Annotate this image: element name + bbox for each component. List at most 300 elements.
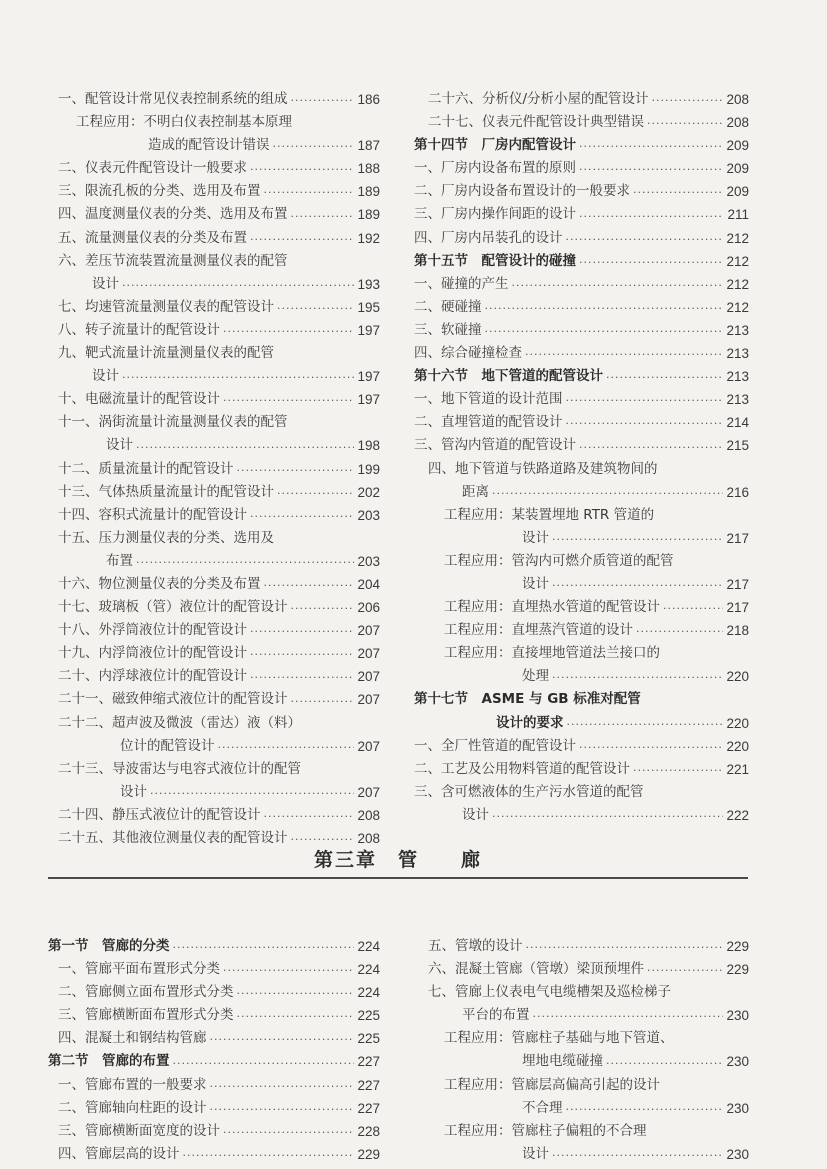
toc-entry <box>58 319 380 342</box>
toc-entry-title: 十、电磁流量计的配管设计 <box>58 391 220 408</box>
toc-entry-title: 三、厂房内操作间距的设计 <box>414 206 576 223</box>
toc-page-number: 216 <box>726 484 749 500</box>
toc-leader-dots <box>183 1146 355 1166</box>
toc-entry <box>414 1074 749 1097</box>
toc-entry-title: 设计 <box>92 275 119 292</box>
toc-page-number: 213 <box>726 322 749 338</box>
toc-page-number: 197 <box>357 322 380 338</box>
toc-entry <box>58 273 380 296</box>
toc-entry <box>414 958 749 981</box>
toc-page-number: 225 <box>357 1031 380 1047</box>
toc-leader-dots <box>136 553 354 573</box>
toc-entry <box>58 804 380 827</box>
toc-leader-dots <box>223 1123 354 1143</box>
toc-entry <box>58 712 380 735</box>
toc-leader-dots <box>210 1077 355 1097</box>
toc-entry <box>414 619 749 642</box>
toc-entry-title: 九、靶式流量计流量测量仪表的配管 <box>58 345 274 362</box>
toc-entry <box>414 411 749 434</box>
toc-leader-dots <box>250 622 354 642</box>
toc-entry-title: 设计 <box>522 529 549 546</box>
toc-entry-title: 不合理 <box>522 1099 563 1116</box>
toc-entry-title: 一、地下管道的设计范围 <box>414 391 563 408</box>
toc-page-number: 207 <box>357 692 380 708</box>
toc-section-entry <box>414 250 749 273</box>
toc-leader-dots <box>606 368 723 388</box>
toc-leader-dots <box>250 230 354 250</box>
toc-entry <box>58 781 380 804</box>
toc-page-number: 208 <box>726 92 749 107</box>
toc-entry <box>414 642 749 665</box>
toc-page-number: 221 <box>726 761 749 777</box>
toc-leader-dots <box>291 692 355 712</box>
toc-entry-title: 十五、压力测量仪表的分类、选用及 <box>58 529 274 546</box>
toc-leader-dots <box>552 576 723 596</box>
toc-entry-title: 一、碰撞的产生 <box>414 275 509 292</box>
toc-entry <box>58 342 380 365</box>
toc-entry-title: 一、管廊平面布置形式分类 <box>58 961 220 978</box>
toc-entry-title: 平台的布置 <box>462 1007 530 1024</box>
toc-leader-dots <box>223 961 354 981</box>
toc-page-number: 198 <box>357 438 380 454</box>
toc-leader-dots <box>526 938 724 958</box>
toc-entry-title: 工程应用：直接埋地管道法兰接口的 <box>444 645 660 662</box>
toc-entry-title: 造成的配管设计错误 <box>148 137 270 154</box>
toc-entry <box>58 504 380 527</box>
toc-entry <box>414 203 749 226</box>
toc-entry <box>58 134 380 157</box>
toc-page-number: 225 <box>357 1008 380 1024</box>
toc-entry-title: 设计 <box>462 806 489 823</box>
toc-page-number: 217 <box>726 600 749 616</box>
toc-page-number: 224 <box>357 985 380 1001</box>
toc-entry <box>414 550 749 573</box>
toc-page-number: 229 <box>357 1146 380 1162</box>
toc-page-number: 213 <box>726 369 749 385</box>
toc-section-entry <box>48 935 380 958</box>
toc-page-number: 193 <box>357 276 380 292</box>
toc-entry-title: 布置 <box>106 552 133 569</box>
toc-entry-title: 工程应用：直埋热水管道的配管设计 <box>444 599 660 616</box>
toc-leader-dots <box>606 1054 723 1074</box>
toc-section-entry <box>414 712 749 735</box>
toc-entry-title: 第十四节 厂房内配管设计 <box>414 137 576 154</box>
toc-entry <box>48 1097 380 1120</box>
toc-entry-title: 二、硬碰撞 <box>414 298 482 315</box>
toc-leader-dots <box>264 576 355 596</box>
toc-leader-dots <box>633 183 723 203</box>
toc-column-lower-right <box>414 935 749 1166</box>
toc-page-number: 203 <box>357 507 380 523</box>
toc-entry-title: 十三、气体热质量流量计的配管设计 <box>58 483 274 500</box>
toc-entry-title: 二、仪表元件配管设计一般要求 <box>58 160 247 177</box>
toc-leader-dots <box>237 1007 355 1027</box>
toc-column-upper-left <box>58 88 380 850</box>
toc-entry <box>58 642 380 665</box>
toc-leader-dots <box>552 668 723 688</box>
toc-entry-title: 距离 <box>462 483 489 500</box>
toc-leader-dots <box>250 507 354 527</box>
toc-section-entry <box>48 1050 380 1073</box>
toc-leader-dots <box>237 461 355 481</box>
toc-page-number: 199 <box>357 461 380 477</box>
toc-entry-title: 二十二、超声波及微波（雷达）液（料） <box>58 714 301 731</box>
toc-entry <box>414 1004 749 1027</box>
toc-page-number: 208 <box>357 831 380 846</box>
toc-leader-dots <box>136 438 354 458</box>
toc-leader-dots <box>150 784 354 804</box>
toc-page-number: 224 <box>357 962 380 978</box>
toc-entry-title: 八、转子流量计的配管设计 <box>58 321 220 338</box>
toc-leader-dots <box>566 414 724 434</box>
toc-leader-dots <box>647 961 723 981</box>
toc-section-entry <box>414 134 749 157</box>
toc-entry-title: 第十六节 地下管道的配管设计 <box>414 368 603 385</box>
toc-entry-title: 二、直埋管道的配管设计 <box>414 414 563 431</box>
toc-entry-title: 十六、物位测量仪表的分类及布置 <box>58 575 261 592</box>
toc-page-number: 195 <box>357 299 380 315</box>
toc-page-number: 220 <box>726 669 749 685</box>
toc-page-number: 207 <box>357 784 380 800</box>
toc-entry <box>414 434 749 457</box>
toc-entry-title: 二、管廊侧立面布置形式分类 <box>58 984 234 1001</box>
toc-page-number: 212 <box>726 299 749 315</box>
toc-leader-dots <box>567 715 724 735</box>
toc-page-number: 214 <box>726 415 749 431</box>
toc-leader-dots <box>492 807 723 827</box>
toc-entry <box>414 388 749 411</box>
toc-leader-dots <box>291 207 355 227</box>
toc-entry-title: 二十、内浮球液位计的配管设计 <box>58 668 247 685</box>
toc-entry-title: 工程应用：不明白仪表控制基本原理 <box>76 114 292 131</box>
toc-entry <box>414 481 749 504</box>
toc-page-number: 209 <box>726 184 749 200</box>
toc-entry-title: 四、管廊层高的设计 <box>58 1145 180 1162</box>
toc-entry <box>414 804 749 827</box>
toc-page-number: 220 <box>726 715 749 731</box>
toc-entry-title: 设计 <box>92 368 119 385</box>
toc-entry <box>58 203 380 226</box>
toc-entry <box>414 935 749 958</box>
toc-entry <box>414 573 749 596</box>
toc-page-number: 228 <box>357 1123 380 1139</box>
toc-entry-title: 一、管廊布置的一般要求 <box>58 1076 207 1093</box>
toc-entry <box>414 1143 749 1166</box>
toc-entry <box>48 1074 380 1097</box>
toc-entry <box>414 527 749 550</box>
toc-entry-title: 第十七节 ASME 与 GB 标准对配管 <box>414 691 641 708</box>
toc-leader-dots <box>512 276 724 296</box>
toc-entry-title: 三、管沟内管道的配管设计 <box>414 437 576 454</box>
toc-entry-title: 五、管墩的设计 <box>428 938 523 954</box>
toc-leader-dots <box>566 391 724 411</box>
toc-entry-title: 处理 <box>522 668 549 685</box>
toc-leader-dots <box>277 299 354 319</box>
toc-leader-dots <box>277 484 354 504</box>
toc-entry <box>58 411 380 434</box>
toc-page-number: 206 <box>357 600 380 616</box>
toc-entry-title: 十一、涡街流量计流量测量仪表的配管 <box>58 414 288 431</box>
toc-entry <box>414 157 749 180</box>
toc-entry <box>414 458 749 481</box>
toc-entry-title: 工程应用：某装置埋地 RTR 管道的 <box>444 506 655 523</box>
toc-entry-title: 十七、玻璃板（管）液位计的配管设计 <box>58 599 288 616</box>
toc-entry-title: 工程应用：管廊层高偏高引起的设计 <box>444 1076 660 1093</box>
toc-leader-dots <box>173 1054 355 1074</box>
toc-entry <box>58 111 380 134</box>
toc-leader-dots <box>273 137 355 157</box>
toc-entry-title: 七、管廊上仪表电气电缆槽架及巡检梯子 <box>428 984 671 1001</box>
toc-page-number: 222 <box>726 807 749 823</box>
toc-leader-dots <box>264 807 355 827</box>
toc-entry <box>414 1050 749 1073</box>
toc-entry-title: 十九、内浮筒液位计的配管设计 <box>58 645 247 662</box>
toc-entry-title: 一、配管设计常见仪表控制系统的组成 <box>58 91 288 107</box>
toc-entry-title: 四、温度测量仪表的分类、选用及布置 <box>58 206 288 223</box>
toc-entry-title: 六、差压节流装置流量测量仪表的配管 <box>58 252 288 269</box>
toc-entry-title: 二、工艺及公用物料管道的配管设计 <box>414 760 630 777</box>
toc-entry-title: 埋地电缆碰撞 <box>522 1053 603 1070</box>
toc-entry <box>414 227 749 250</box>
toc-entry <box>58 550 380 573</box>
toc-leader-dots <box>218 738 355 758</box>
toc-entry-title: 三、管廊横断面宽度的设计 <box>58 1122 220 1139</box>
toc-leader-dots <box>237 984 355 1004</box>
toc-entry <box>414 781 749 804</box>
toc-entry <box>48 1004 380 1027</box>
toc-entry <box>414 88 749 111</box>
toc-page-number: 208 <box>726 115 749 131</box>
toc-entry-title: 二、厂房内设备布置设计的一般要求 <box>414 183 630 200</box>
toc-page-number: 207 <box>357 738 380 754</box>
toc-page-number: 227 <box>357 1100 380 1116</box>
toc-column-upper-right <box>414 88 749 827</box>
toc-leader-dots <box>210 1100 355 1120</box>
toc-leader-dots <box>533 1007 724 1027</box>
toc-entry <box>58 758 380 781</box>
toc-entry-title: 工程应用：管廊柱子偏粗的不合理 <box>444 1122 647 1139</box>
toc-page-number: 218 <box>726 623 749 639</box>
chapter-title: 第三章 管 廊 <box>313 849 482 871</box>
toc-page-number: 230 <box>726 1146 749 1162</box>
toc-page-number: 227 <box>357 1054 380 1070</box>
toc-entry <box>58 88 380 111</box>
toc-entry-title: 设计 <box>522 575 549 592</box>
toc-entry <box>414 735 749 758</box>
toc-entry <box>414 596 749 619</box>
toc-leader-dots <box>663 599 723 619</box>
toc-leader-dots <box>291 599 355 619</box>
toc-entry <box>58 481 380 504</box>
toc-page-number: 224 <box>357 939 380 954</box>
toc-entry-title: 第十五节 配管设计的碰撞 <box>414 252 576 269</box>
toc-page-number: 189 <box>357 207 380 223</box>
toc-entry-title: 二十四、静压式液位计的配管设计 <box>58 806 261 823</box>
toc-entry <box>414 981 749 1004</box>
toc-column-lower-left <box>48 935 380 1166</box>
toc-entry <box>58 250 380 273</box>
toc-leader-dots <box>652 91 724 111</box>
toc-entry <box>58 688 380 711</box>
toc-entry-title: 三、软碰撞 <box>414 321 482 338</box>
toc-entry-title: 设计的要求 <box>496 714 564 731</box>
toc-page-number: 227 <box>357 1077 380 1093</box>
toc-leader-dots <box>210 1030 355 1050</box>
toc-page-number: 197 <box>357 369 380 385</box>
toc-leader-dots <box>250 645 354 665</box>
toc-entry-title: 四、厂房内吊装孔的设计 <box>414 229 563 246</box>
toc-page-number: 212 <box>726 276 749 292</box>
toc-leader-dots <box>223 391 354 411</box>
toc-entry <box>58 296 380 319</box>
toc-entry-title: 二十一、磁致伸缩式液位计的配管设计 <box>58 691 288 708</box>
toc-page-number: 204 <box>357 576 380 592</box>
toc-entry <box>48 958 380 981</box>
toc-leader-dots <box>647 114 723 134</box>
toc-page-number: 188 <box>357 161 380 177</box>
toc-page-number: 212 <box>726 253 749 269</box>
chapter-heading <box>48 845 748 879</box>
toc-leader-dots <box>525 345 723 365</box>
toc-page-number: 230 <box>726 1054 749 1070</box>
toc-leader-dots <box>579 207 724 227</box>
toc-entry <box>48 1120 380 1143</box>
toc-leader-dots <box>579 160 723 180</box>
toc-page-number: 192 <box>357 230 380 246</box>
toc-page-number: 229 <box>726 939 749 954</box>
toc-entry-title: 十八、外浮筒液位计的配管设计 <box>58 622 247 639</box>
toc-entry <box>414 1097 749 1120</box>
toc-leader-dots <box>173 938 355 958</box>
toc-section-entry <box>414 688 749 711</box>
toc-entry <box>58 665 380 688</box>
toc-entry <box>58 365 380 388</box>
toc-entry <box>58 157 380 180</box>
toc-entry-title: 设计 <box>522 1145 549 1162</box>
toc-entry <box>58 573 380 596</box>
toc-entry <box>58 458 380 481</box>
toc-leader-dots <box>579 137 723 157</box>
toc-entry <box>414 665 749 688</box>
toc-page-number: 211 <box>727 207 749 223</box>
toc-entry <box>48 1027 380 1050</box>
toc-entry <box>414 342 749 365</box>
toc-entry-title: 设计 <box>106 437 133 454</box>
toc-entry <box>414 296 749 319</box>
toc-leader-dots <box>579 438 723 458</box>
toc-page-number: 212 <box>726 230 749 246</box>
toc-entry <box>58 227 380 250</box>
toc-page-number: 207 <box>357 669 380 685</box>
toc-entry-title: 第一节 管廊的分类 <box>48 938 170 954</box>
toc-entry-title: 五、流量测量仪表的分类及布置 <box>58 229 247 246</box>
toc-leader-dots <box>250 160 354 180</box>
toc-leader-dots <box>552 530 723 550</box>
chapter-rule <box>48 877 748 879</box>
toc-entry <box>414 180 749 203</box>
toc-leader-dots <box>122 368 354 388</box>
toc-section-entry <box>414 365 749 388</box>
toc-entry-title: 位计的配管设计 <box>120 737 215 754</box>
toc-entry-title: 七、均速管流量测量仪表的配管设计 <box>58 298 274 315</box>
toc-leader-dots <box>633 761 723 781</box>
toc-entry <box>414 319 749 342</box>
toc-entry-title: 一、全厂性管道的配管设计 <box>414 737 576 754</box>
toc-entry-title: 四、地下管道与铁路道路及建筑物间的 <box>428 460 658 477</box>
toc-entry-title: 第二节 管廊的布置 <box>48 1053 170 1070</box>
toc-leader-dots <box>552 1146 723 1166</box>
toc-leader-dots <box>291 91 355 111</box>
toc-page-number: 207 <box>357 646 380 662</box>
toc-entry <box>58 434 380 457</box>
toc-entry <box>58 180 380 203</box>
toc-entry-title: 三、管廊横断面布置形式分类 <box>58 1007 234 1024</box>
toc-leader-dots <box>566 1100 724 1120</box>
toc-entry-title: 工程应用：管廊柱子基础与地下管道、 <box>444 1030 674 1047</box>
toc-entry-title: 十二、质量流量计的配管设计 <box>58 460 234 477</box>
toc-entry <box>58 735 380 758</box>
toc-page-number: 189 <box>357 184 380 200</box>
toc-page-number: 230 <box>726 1100 749 1116</box>
toc-entry <box>58 596 380 619</box>
toc-entry-title: 四、混凝土和钢结构管廊 <box>58 1030 207 1047</box>
toc-page-number: 209 <box>726 161 749 177</box>
toc-entry-title: 一、厂房内设备布置的原则 <box>414 160 576 177</box>
toc-leader-dots <box>566 230 724 250</box>
toc-leader-dots <box>223 322 354 342</box>
toc-page-number: 202 <box>357 484 380 500</box>
toc-entry-title: 二十七、仪表元件配管设计典型错误 <box>428 114 644 131</box>
toc-entry-title: 二、管廊轴向柱距的设计 <box>58 1099 207 1116</box>
toc-page-number: 207 <box>357 623 380 639</box>
toc-leader-dots <box>579 738 723 758</box>
toc-page-number: 186 <box>357 92 380 107</box>
toc-leader-dots <box>250 668 354 688</box>
toc-page-number: 209 <box>726 138 749 154</box>
toc-page-number: 213 <box>726 346 749 362</box>
toc-leader-dots <box>485 322 724 342</box>
toc-page-number: 220 <box>726 738 749 754</box>
toc-page-number: 217 <box>726 530 749 546</box>
toc-entry-title: 设计 <box>120 783 147 800</box>
toc-entry <box>414 111 749 134</box>
toc-page-number: 208 <box>357 807 380 823</box>
toc-entry-title: 工程应用：管沟内可燃介质管道的配管 <box>444 552 674 569</box>
toc-leader-dots <box>579 253 723 273</box>
toc-page-number: 217 <box>726 576 749 592</box>
toc-entry-title: 四、综合碰撞检查 <box>414 345 522 362</box>
toc-page-number: 213 <box>726 392 749 408</box>
toc-page-number: 229 <box>726 962 749 978</box>
toc-entry <box>48 981 380 1004</box>
toc-entry <box>414 1027 749 1050</box>
toc-entry <box>48 1143 380 1166</box>
toc-entry-title: 六、混凝土管廊（管墩）梁顶预埋件 <box>428 961 644 978</box>
toc-entry <box>414 504 749 527</box>
toc-entry-title: 十四、容积式流量计的配管设计 <box>58 506 247 523</box>
toc-page-number: 203 <box>357 553 380 569</box>
toc-entry-title: 三、限流孔板的分类、选用及布置 <box>58 183 261 200</box>
toc-leader-dots <box>492 484 723 504</box>
toc-entry <box>414 1120 749 1143</box>
toc-page-number: 230 <box>726 1008 749 1024</box>
toc-leader-dots <box>122 276 354 296</box>
toc-entry-title: 二十三、导波雷达与电容式液位计的配管 <box>58 760 301 777</box>
toc-entry-title: 二十五、其他液位测量仪表的配管设计 <box>58 830 288 846</box>
toc-entry <box>58 619 380 642</box>
toc-entry-title: 工程应用：直埋蒸汽管道的设计 <box>444 622 633 639</box>
toc-entry-title: 二十六、分析仪/分析小屋的配管设计 <box>428 91 649 107</box>
